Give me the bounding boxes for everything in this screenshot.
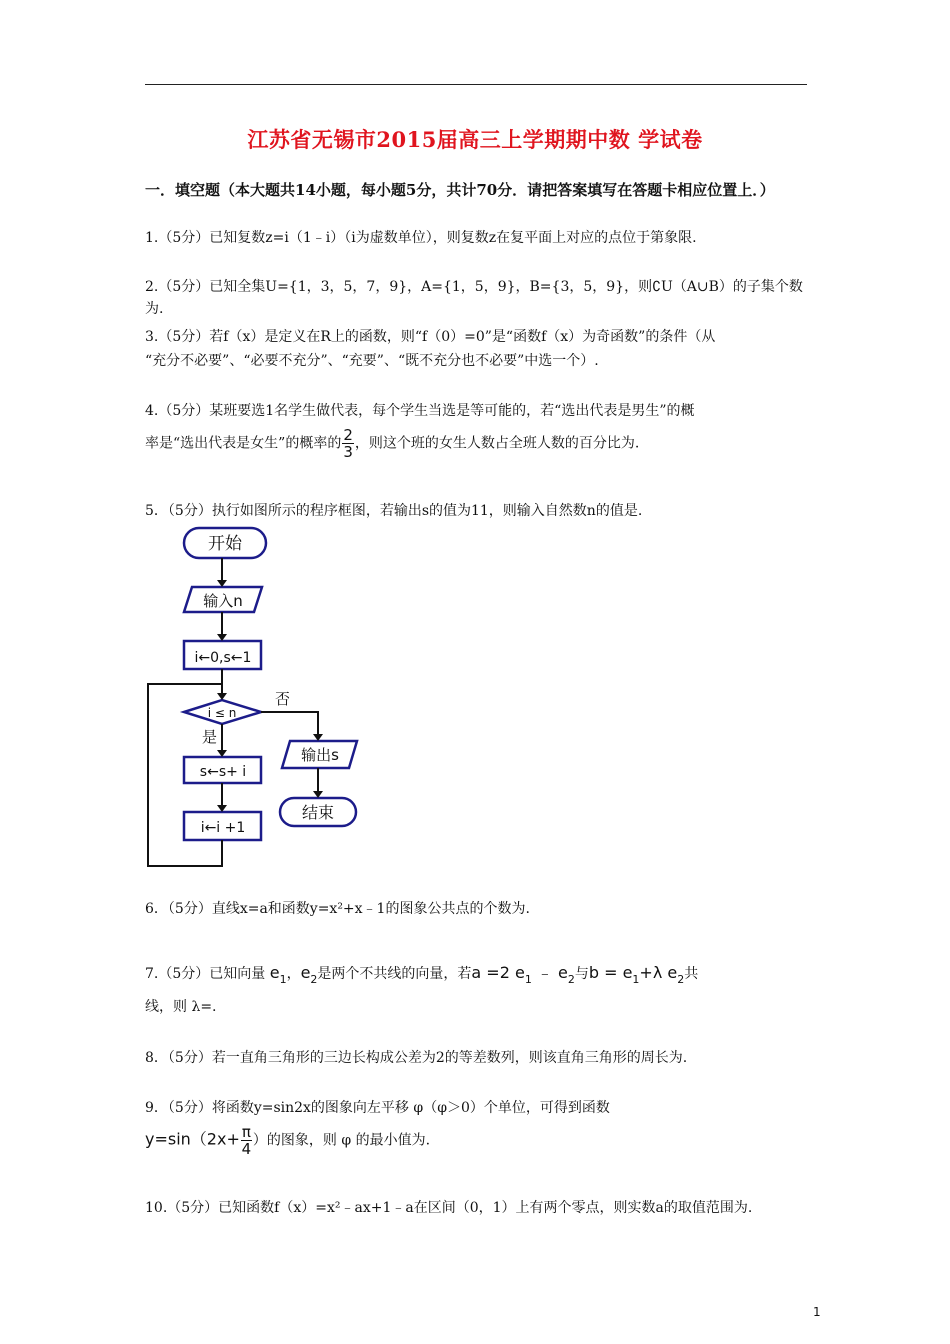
section-heading: 一．填空题（本大题共14小题，每小题5分，共计70分．请把答案填写在答题卡相应位置上．） [145,181,775,199]
vector-e1-base: e [269,963,280,982]
flow-no-branch [261,712,318,735]
header-rule [145,84,807,85]
question-4-post: ，则这个班的女生人数占全班人数的百分比为. [354,435,640,452]
page-title: 江苏省无锡市2015届高三上学期期中数 学试卷 [247,127,703,152]
flow-end-label: 结束 [301,803,335,822]
flow-init-label: i←0,s←1 [194,650,252,666]
expr-d-part: +λ e [639,963,678,982]
question-3-line-1: 3.（5分）若f（x）是定义在R上的函数，则“f（0）=0”是“函数f（x）为奇函数”的条件（从 [145,329,716,345]
question-4-line-2 [145,427,815,460]
question-10: 10.（5分）已知函数f（x）=x²﹣ax+1﹣a在区间（0，1）上有两个零点，则实数a的取值范围为. [145,1200,753,1216]
question-3-line-2: “充分不必要”、“必要不充分”、“充要”、“既不充分也不必要”中选一个）. [145,353,599,369]
vector-a-expression [471,963,575,986]
flow-update-i-label: i←i +1 [200,820,246,836]
vector-e2-base: e [300,963,311,982]
expr-a-part: a =2 e [471,963,525,982]
page-number: 1 [813,1305,821,1319]
expr-b-part: ﹣ e [536,963,568,982]
arrowhead [217,693,227,700]
flow-update-s-label: s←s+ i [199,764,247,780]
question-9-formula-pre: y=sin（2x+ [145,1129,240,1149]
question-9-line-1: 9．（5分）将函数y=sin2x的图象向左平移 φ（φ＞0）个单位，可得到函数 [145,1100,610,1116]
question-4-line-1: 4.（5分）某班要选1名学生做代表，每个学生当选是等可能的，若“选出代表是男生”的概 [145,403,695,419]
flow-output-label: 输出s [301,746,339,764]
fraction-denominator: 3 [343,443,353,461]
flow-condition-label: i ≤ n [207,706,237,720]
fraction-two-thirds [342,427,354,460]
question-7-intro: 7.（5分）已知向量 [145,966,266,982]
flow-no-label: 否 [275,690,291,708]
fraction-denominator: 4 [241,1140,252,1158]
question-8: 8．（5分）若一直角三角形的三边长构成公差为2的等差数列，则该直角三角形的周长为. [145,1050,688,1066]
flow-start-label: 开始 [208,534,242,554]
fraction-numerator: π [241,1123,251,1141]
expr-c-sub1: 1 [632,973,640,986]
vector-e1 [269,963,287,986]
vector-e1-sub: 1 [279,973,287,986]
expr-b-sub2: 2 [567,973,575,986]
question-2: 2.（5分）已知全集U={1，3，5，7，9}，A={1，5，9}，B={3，5，9}，则∁U（A∪B）的子集个数为. [145,279,803,317]
question-1: 1.（5分）已知复数z=i（1﹣i）（i为虚数单位），则复数z在复平面上对应的点位于第象限. [145,230,697,246]
question-7-comma: ， [286,966,301,982]
question-7-line-2: 线，则 λ=. [145,999,217,1015]
expr-d-sub2: 2 [677,973,685,986]
question-9-line-2 [145,1124,815,1157]
vector-e2 [300,963,318,986]
fraction-numerator: 2 [343,426,353,444]
question-7-middle: 是两个不共线的向量，若 [317,966,472,982]
question-7-line-1 [145,962,815,991]
question-7-with: 与 [574,966,589,982]
expr-a-sub1: 1 [524,973,532,986]
question-6: 6．（5分）直线x=a和函数y=x²+x﹣1的图象公共点的个数为. [145,901,530,917]
question-4-pre: 率是“选出代表是女生”的概率的 [145,435,342,452]
expr-c-part: b = e [588,963,633,982]
flow-yes-label: 是 [202,728,218,746]
flowchart [140,520,370,875]
question-9-post: ）的图象，则 φ 的最小值为. [252,1132,431,1149]
fraction-pi-over-4 [241,1124,252,1157]
vector-b-expression [588,963,685,986]
vector-e2-sub: 2 [310,973,318,986]
question-7-tail: 共 [684,966,699,982]
flow-input-label: 输入n [203,592,243,610]
question-5: 5．（5分）执行如图所示的程序框图，若输出s的值为11，则输入自然数n的值是. [145,503,643,519]
